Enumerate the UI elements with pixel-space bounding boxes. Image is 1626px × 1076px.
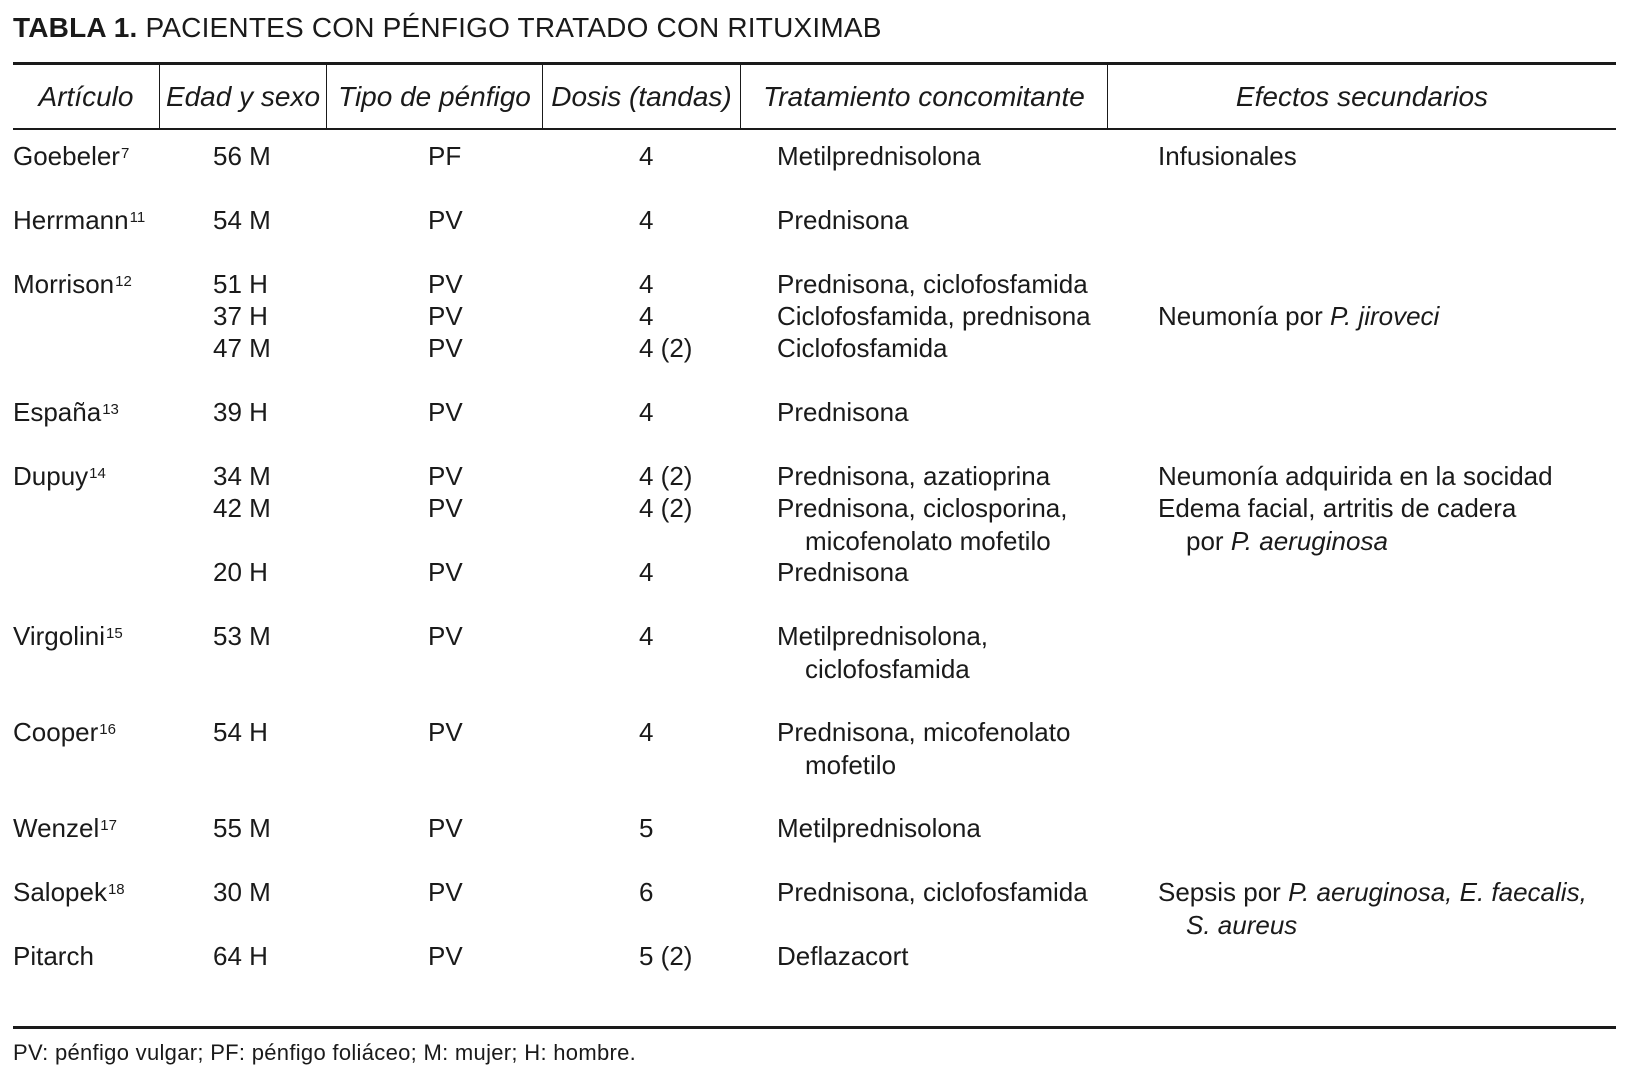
bottom-rule [13,1026,1616,1029]
pemphigus-type-cell: PV [428,877,463,907]
table-caption: PACIENTES CON PÉNFIGO TRATADO CON RITUXIMAB [145,12,882,43]
effects-cell: Infusionales [1158,141,1297,171]
pemphigus-type-cell: PV [428,461,463,491]
dose-cell: 4 (2) [639,461,693,491]
table-label: TABLA 1. [13,12,138,43]
dose-cell: 4 [639,557,654,587]
treatment-cell: Prednisona, micofenolato mofetilo [777,717,1071,780]
age-sex-cell: 54 M [213,205,271,235]
treatment-cell: Metilprednisolona [777,141,981,171]
table-header [13,65,1616,128]
age-sex-cell: 55 M [213,813,271,843]
dose-cell: 6 [639,877,654,907]
header-tratamiento: Tratamiento concomitante [740,65,1107,128]
pemphigus-type-cell: PV [428,269,463,299]
pemphigus-type-cell: PV [428,301,463,331]
table-title [13,12,882,44]
pemphigus-type-cell: PV [428,397,463,427]
table-body [13,130,1616,1026]
table-footnote: PV: pénfigo vulgar; PF: pénfigo foliáceo; M: mujer; H: hombre. [13,1040,637,1065]
pemphigus-type-cell: PV [428,941,463,971]
treatment-cell: Metilprednisolona, ciclofosfamida [777,621,989,684]
effects-cell: Neumonía adquirida en la socidad [1158,461,1553,491]
treatment-cell: Prednisona, ciclosporina, micofenolato mofetilo [777,493,1068,556]
header-articulo: Artículo [38,81,134,112]
author-cell: Pitarch [13,941,94,971]
effects-cell: Edema facial, artritis de cadera por P. aeruginosa [1158,493,1517,556]
age-sex-cell: 30 M [213,877,271,907]
pemphigus-type-cell: PV [428,813,463,843]
dose-cell: 4 (2) [639,493,693,523]
treatment-cell: Metilprednisolona [777,813,981,843]
dose-cell: 4 [639,621,654,651]
dose-cell: 4 [639,269,654,299]
pemphigus-type-cell: PV [428,621,463,651]
treatment-cell: Ciclofosfamida [777,333,948,363]
pemphigus-type-cell: PV [428,205,463,235]
dose-cell: 4 [639,301,654,331]
author-cell: Herrmann$^{11}$ [13,205,146,235]
treatment-cell: Prednisona [777,557,909,587]
treatment-cell: Deflazacort [777,941,909,971]
author-cell: España$^{13}$ [13,397,119,427]
author-cell: Morrison$^{12}$ [13,269,132,299]
header-tipo-penfigo: Tipo de pénfigo [326,65,542,128]
author-cell: Salopek$^{18}$ [13,877,125,907]
dose-cell: 5 (2) [639,941,693,971]
treatment-cell: Prednisona, ciclofosfamida [777,269,1088,299]
age-sex-cell: 34 M [213,461,271,491]
age-sex-cell: 53 M [213,621,271,651]
pemphigus-type-cell: PF [428,141,462,171]
treatment-cell: Ciclofosfamida, prednisona [777,301,1091,331]
dose-cell: 4 [639,141,654,171]
age-sex-cell: 56 M [213,141,271,171]
treatment-cell: Prednisona [777,205,909,235]
effects-cell: Sepsis por P. aeruginosa, E. faecalis, S. aureus [1158,877,1587,940]
dose-cell: 4 (2) [639,333,693,363]
header-efectos: Efectos secundarios [1107,65,1616,128]
age-sex-cell: 39 H [213,397,268,427]
dose-cell: 5 [639,813,654,843]
author-cell: Virgolini$^{15}$ [13,621,123,651]
author-cell: Dupuy$^{14}$ [13,461,106,491]
age-sex-cell: 42 M [213,493,271,523]
treatment-cell: Prednisona, ciclofosfamida [777,877,1088,907]
pemphigus-type-cell: PV [428,493,463,523]
treatment-cell: Prednisona, azatioprina [777,461,1051,491]
age-sex-cell: 37 H [213,301,268,331]
header-edad-sexo: Edad y sexo [159,65,326,128]
age-sex-cell: 64 H [213,941,268,971]
author-cell: Cooper$^{16}$ [13,717,116,747]
author-cell: Goebeler$^7$ [13,141,130,171]
age-sex-cell: 51 H [213,269,268,299]
age-sex-cell: 20 H [213,557,268,587]
dose-cell: 4 [639,397,654,427]
pemphigus-type-cell: PV [428,557,463,587]
author-cell: Wenzel$^{17}$ [13,813,117,843]
age-sex-cell: 47 M [213,333,271,363]
header-dosis: Dosis (tandas) [542,65,740,128]
effects-cell: Neumonía por P. jiroveci [1158,301,1440,331]
pemphigus-type-cell: PV [428,333,463,363]
treatment-cell: Prednisona [777,397,909,427]
dose-cell: 4 [639,717,654,747]
age-sex-cell: 54 H [213,717,268,747]
pemphigus-type-cell: PV [428,717,463,747]
dose-cell: 4 [639,205,654,235]
